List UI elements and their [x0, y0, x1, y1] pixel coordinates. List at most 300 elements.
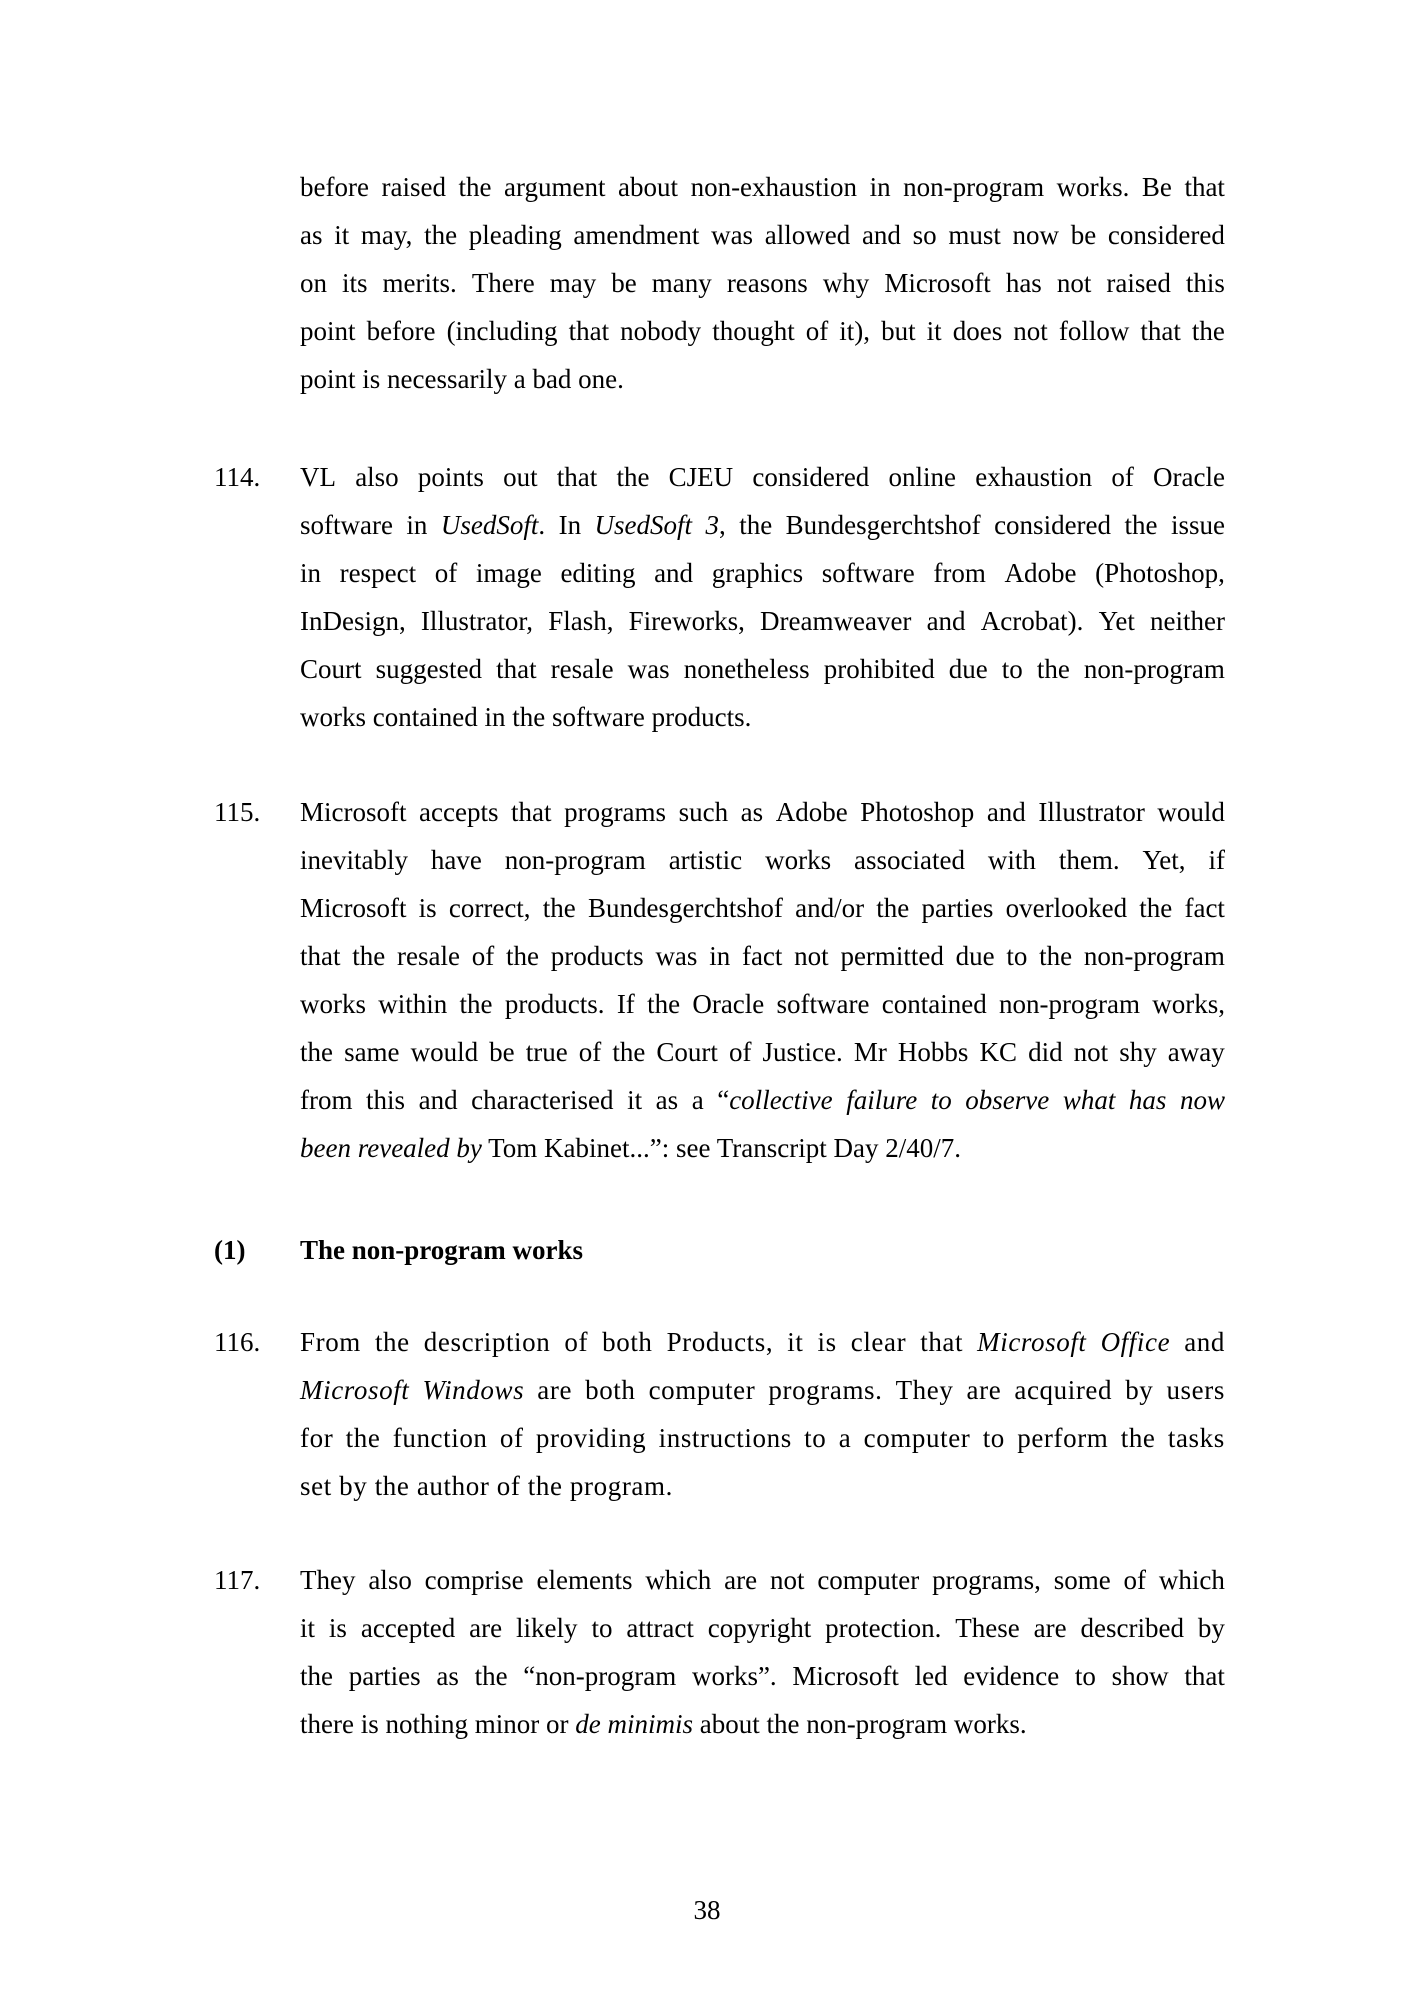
text-line [300, 1124, 1225, 1172]
word: as [740, 797, 764, 827]
word: works [300, 989, 366, 1019]
text-line [300, 355, 1225, 403]
word: thought [712, 316, 795, 346]
word: programs [564, 797, 667, 827]
paragraph-number: 117. [214, 1565, 261, 1595]
word: programs, [932, 1565, 1041, 1595]
word: Bundesgerchtshof [785, 510, 981, 540]
word: Yet, [1142, 845, 1186, 875]
word: due [955, 941, 995, 971]
word: would [1157, 797, 1225, 827]
text-line [300, 645, 1225, 693]
paragraph-number: 116. [214, 1327, 261, 1357]
word: in [869, 172, 891, 202]
word: (Photoshop, [1095, 558, 1225, 588]
word: UsedSoft [594, 510, 693, 540]
word: 3, [705, 510, 726, 540]
word: Dreamweaver [760, 606, 912, 636]
word: acquired [1014, 1375, 1113, 1405]
word: to [930, 1085, 952, 1115]
word: not [769, 1565, 805, 1595]
word: failure [846, 1085, 918, 1115]
word: to [1001, 654, 1023, 684]
word: computer [817, 1565, 920, 1595]
word: CJEU [668, 462, 734, 492]
word: software [300, 510, 393, 540]
word: Microsoft [977, 1327, 1087, 1357]
word: the [345, 1423, 381, 1453]
word: is [817, 1327, 837, 1357]
word: Court [656, 1037, 718, 1067]
word: as [655, 1085, 679, 1115]
word: of [434, 558, 458, 588]
word: the [505, 941, 539, 971]
word: in [709, 941, 731, 971]
word: the [1039, 941, 1073, 971]
word: If [616, 989, 635, 1019]
word: and [926, 606, 966, 636]
word: Hobbs [897, 1037, 969, 1067]
word: before [366, 316, 436, 346]
text-line [300, 1366, 1225, 1414]
word: amendment [573, 220, 700, 250]
text-line [300, 259, 1225, 307]
word: that [511, 797, 552, 827]
word: raised [381, 172, 446, 202]
word: so [912, 220, 937, 250]
text-line [300, 1556, 1225, 1604]
word: neither [1150, 606, 1225, 636]
word: have [430, 845, 482, 875]
word: of [578, 1037, 602, 1067]
word: considered [994, 510, 1112, 540]
word: pleading [468, 220, 562, 250]
text-line [300, 693, 1225, 741]
word: due [948, 654, 988, 684]
word: From [300, 1327, 361, 1357]
text-segment: works contained in the software products. [300, 702, 752, 732]
word: artistic [668, 845, 743, 875]
word: Microsoft [300, 797, 407, 827]
word: the [374, 1327, 410, 1357]
word: attract [626, 1613, 694, 1643]
word: image [475, 558, 542, 588]
word: of [1111, 462, 1134, 492]
word: that [1140, 316, 1181, 346]
word: non-exhaustion [690, 172, 858, 202]
word: it [334, 220, 350, 250]
word: must [948, 220, 1001, 250]
text-line [300, 1318, 1225, 1366]
text-line [300, 836, 1225, 884]
word: They [895, 1375, 954, 1405]
word: overlooked [1005, 893, 1128, 923]
word: Oracle [692, 989, 765, 1019]
text-segment: there is nothing minor or [300, 1709, 576, 1739]
word: users [1166, 1375, 1225, 1405]
word: associated [854, 845, 965, 875]
word: non-program [504, 845, 646, 875]
word: such [678, 797, 729, 827]
word: not [1013, 316, 1048, 346]
word: to [591, 1613, 613, 1643]
word: correct, [448, 893, 531, 923]
word: are [537, 1375, 573, 1405]
word: likely [516, 1613, 578, 1643]
word: (including [446, 316, 558, 346]
paragraph-text [300, 163, 1225, 403]
word: is [328, 1613, 347, 1643]
word: Court [300, 654, 362, 684]
word: fact [741, 941, 783, 971]
paragraph-text [300, 788, 1225, 1172]
word: They [300, 1565, 356, 1595]
word: Products, [666, 1327, 774, 1357]
word: the [876, 893, 910, 923]
text-segment: set by the author of the program. [300, 1471, 673, 1501]
text-line [300, 1028, 1225, 1076]
word: VL [300, 462, 336, 492]
word: it [627, 1085, 643, 1115]
word: UsedSoft. [440, 510, 546, 540]
word: was [627, 654, 670, 684]
word: the [1120, 1423, 1156, 1453]
word: of [471, 941, 495, 971]
word: as [300, 220, 323, 250]
word: Microsoft [300, 1375, 410, 1405]
word: of [499, 1423, 524, 1453]
word: by [1197, 1613, 1225, 1643]
word: software [821, 558, 915, 588]
word: InDesign, [300, 606, 406, 636]
word: the [300, 1661, 333, 1691]
word: Office [1100, 1327, 1171, 1357]
text-line [300, 1414, 1225, 1462]
word: function [392, 1423, 488, 1453]
word: true [525, 1037, 568, 1067]
word: the [459, 989, 493, 1019]
word: the [1139, 893, 1173, 923]
word: Microsoft [300, 893, 407, 923]
word: argument [504, 172, 606, 202]
word: works, [1152, 989, 1225, 1019]
word: instructions [658, 1423, 792, 1453]
paragraph-number: 114. [214, 462, 261, 492]
italic-text: been revealed by [300, 1133, 482, 1163]
word: Microsoft [792, 1661, 899, 1691]
word: them. [1058, 845, 1120, 875]
text-line [300, 980, 1225, 1028]
word: that [496, 654, 537, 684]
word: the [424, 220, 458, 250]
word: the [300, 1037, 333, 1067]
word: shy [1119, 1037, 1157, 1067]
word: the [542, 893, 576, 923]
word: was [711, 220, 754, 250]
word: Microsoft [884, 268, 991, 298]
word: Adobe [1004, 558, 1077, 588]
word: before [300, 172, 369, 202]
word: this [1185, 268, 1225, 298]
text-segment: Tom Kabinet...”: see Transcript Day 2/40/7. [481, 1133, 961, 1163]
word: nobody [620, 316, 702, 346]
text-line [300, 788, 1225, 836]
word: of [564, 1327, 589, 1357]
word: some [1053, 1565, 1111, 1595]
word: be [1070, 220, 1097, 250]
word: why [822, 268, 870, 298]
word: non-program [999, 989, 1140, 1019]
word: Windows [422, 1375, 525, 1405]
word: the [612, 1037, 646, 1067]
word: it [926, 316, 942, 346]
word: graphics [711, 558, 804, 588]
word: characterised [471, 1085, 614, 1115]
word: exhaustion [975, 462, 1093, 492]
word: tasks [1167, 1423, 1225, 1453]
word: copyright [707, 1613, 812, 1643]
word: These [955, 1613, 1020, 1643]
word: the [647, 989, 681, 1019]
word: non-program [1083, 941, 1225, 971]
word: resale [397, 941, 460, 971]
word: show [1111, 1661, 1169, 1691]
word: now [1179, 1085, 1225, 1115]
word: editing [560, 558, 636, 588]
text-line [300, 1462, 1225, 1510]
word: same [344, 1037, 400, 1067]
word: programs. [768, 1375, 883, 1405]
word: nonetheless [683, 654, 810, 684]
word: permitted [840, 941, 944, 971]
word: accepts [419, 797, 499, 827]
word: of [805, 316, 829, 346]
word: that [300, 941, 341, 971]
word: now [1012, 220, 1060, 250]
word: this [366, 1085, 406, 1115]
word: of [728, 1037, 752, 1067]
text-segment: about the non-program works. [692, 1709, 1027, 1739]
paragraph-text [300, 1318, 1225, 1510]
word: fact [1184, 893, 1225, 923]
word: issue [1170, 510, 1225, 540]
word: for [300, 1423, 334, 1453]
word: providing [535, 1423, 647, 1453]
word: of [1123, 1565, 1147, 1595]
text-line [300, 501, 1225, 549]
text-line [300, 307, 1225, 355]
word: computer [648, 1375, 756, 1405]
word: inevitably [300, 845, 408, 875]
page-number: 38 [693, 1895, 721, 1925]
word: away [1167, 1037, 1225, 1067]
word: parties [921, 893, 994, 923]
word: to [804, 1423, 827, 1453]
word: are [966, 1375, 1002, 1405]
word: point [300, 316, 356, 346]
word: a [838, 1423, 852, 1453]
word: Oracle [1153, 462, 1225, 492]
text-line [300, 163, 1225, 211]
word: Be [1141, 172, 1172, 202]
word: has [1128, 1085, 1167, 1115]
word: considered [752, 462, 870, 492]
word: that [920, 1327, 964, 1357]
word: be [489, 1037, 515, 1067]
word: the [352, 941, 386, 971]
text-line [300, 453, 1225, 501]
word: reasons [726, 268, 808, 298]
word: from [933, 558, 986, 588]
word: in [300, 558, 322, 588]
word: software [776, 989, 870, 1019]
word: Yet [1098, 606, 1135, 636]
word: evidence [963, 1661, 1060, 1691]
word: not [1073, 1037, 1109, 1067]
word: out [503, 462, 538, 492]
word: the [458, 172, 492, 202]
word: the [1124, 510, 1158, 540]
word: protection. [825, 1613, 942, 1643]
word: KC [979, 1037, 1017, 1067]
word: works. [1056, 172, 1130, 202]
word: Mr [853, 1037, 887, 1067]
word: also [355, 462, 399, 492]
section-heading-title: The non-program works [300, 1235, 584, 1265]
word: and [1184, 1327, 1225, 1357]
word: to [982, 1423, 1005, 1453]
word: merits. [382, 268, 457, 298]
word: that [1184, 172, 1225, 202]
word: be [611, 268, 637, 298]
word: respect [339, 558, 417, 588]
word: perform [1017, 1423, 1109, 1453]
word: by [1125, 1375, 1154, 1405]
word: the [739, 510, 773, 540]
word: is [418, 893, 437, 923]
text-segment: point is necessarily a bad one. [300, 364, 624, 394]
word: on [300, 268, 327, 298]
text-line [300, 1652, 1225, 1700]
word: which [1158, 1565, 1225, 1595]
text-line [300, 211, 1225, 259]
word: did [1028, 1037, 1063, 1067]
word: resale [550, 654, 614, 684]
word: are [724, 1565, 758, 1595]
word: “collective [717, 1085, 833, 1115]
word: elements [536, 1565, 633, 1595]
text-line [300, 597, 1225, 645]
word: comprise [424, 1565, 524, 1595]
word: it), [839, 316, 871, 346]
word: not [794, 941, 829, 971]
word: Justice. [762, 1037, 843, 1067]
word: and [418, 1085, 458, 1115]
word: prohibited [823, 654, 935, 684]
word: Flash, [548, 606, 614, 636]
paragraph-text [300, 1556, 1225, 1748]
word: both [585, 1375, 636, 1405]
word: the [616, 462, 650, 492]
word: the [1036, 654, 1070, 684]
word: considered [1107, 220, 1225, 250]
text-line [300, 1700, 1225, 1748]
word: Adobe [775, 797, 848, 827]
word: with [987, 845, 1036, 875]
word: non-program [1083, 654, 1225, 684]
word: what [1062, 1085, 1116, 1115]
word: the [474, 1661, 508, 1691]
word: raised [1106, 268, 1171, 298]
word: Acrobat). [980, 606, 1084, 636]
word: which [645, 1565, 712, 1595]
word: its [342, 268, 368, 298]
word: Bundesgerchtshof [587, 893, 783, 923]
word: also [368, 1565, 412, 1595]
word: Fireworks, [628, 606, 745, 636]
word: computer [863, 1423, 971, 1453]
word: Photoshop [860, 797, 975, 827]
word: “non-program [523, 1661, 677, 1691]
word: and [654, 558, 694, 588]
word: if [1208, 845, 1225, 875]
text-line [300, 1076, 1225, 1124]
text-line [300, 1604, 1225, 1652]
word: both [602, 1327, 653, 1357]
word: online [888, 462, 956, 492]
word: has [1005, 268, 1042, 298]
word: from [300, 1085, 353, 1115]
word: allowed [764, 220, 851, 250]
word: that [556, 462, 598, 492]
word: may, [360, 220, 413, 250]
word: a [691, 1085, 704, 1115]
word: may [549, 268, 597, 298]
word: described [1080, 1613, 1184, 1643]
text-line [300, 932, 1225, 980]
word: does [952, 316, 1003, 346]
word: works [765, 845, 832, 875]
word: non-program [903, 172, 1045, 202]
word: Illustrator, [420, 606, 534, 636]
word: would [410, 1037, 479, 1067]
paragraph-text [300, 453, 1225, 741]
word: accepted [360, 1613, 456, 1643]
word: to [1074, 1661, 1096, 1691]
word: and [986, 797, 1026, 827]
paragraph-number: 115. [214, 797, 261, 827]
word: it [300, 1613, 316, 1643]
word: are [469, 1613, 503, 1643]
word: follow [1058, 316, 1130, 346]
word: the [1191, 316, 1225, 346]
word: led [914, 1661, 948, 1691]
word: observe [965, 1085, 1050, 1115]
word: that [568, 316, 610, 346]
word: to [1006, 941, 1028, 971]
word: in [406, 510, 428, 540]
word: products [550, 941, 644, 971]
word: works”. [691, 1661, 777, 1691]
word: about [618, 172, 679, 202]
word: but [881, 316, 916, 346]
word: clear [850, 1327, 907, 1357]
word: and/or [795, 893, 865, 923]
word: There [471, 268, 535, 298]
word: parties [348, 1661, 421, 1691]
word: are [1033, 1613, 1067, 1643]
word: it [787, 1327, 804, 1357]
